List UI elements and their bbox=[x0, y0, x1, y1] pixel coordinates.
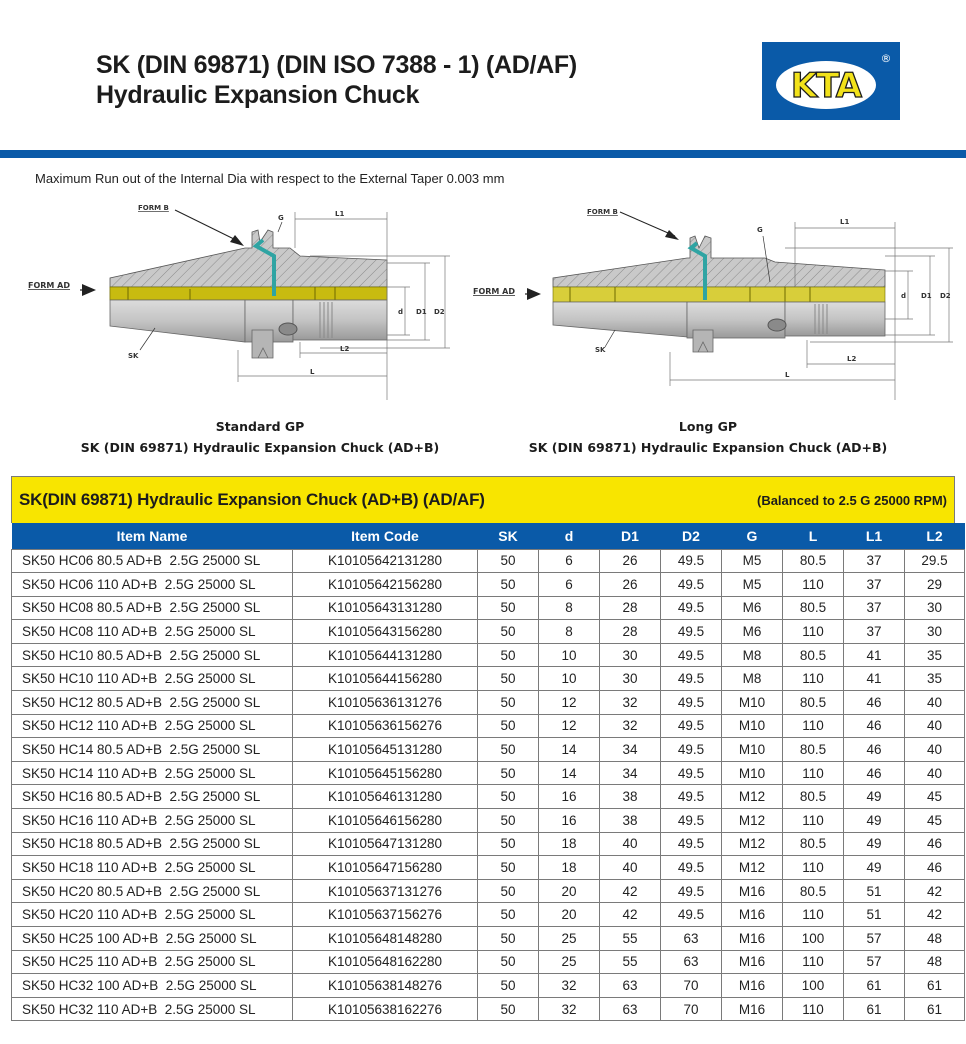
cell-l2: 35 bbox=[905, 667, 965, 691]
cell-g: M8 bbox=[722, 643, 783, 667]
column-header-d2: D2 bbox=[661, 523, 722, 549]
cell-l: 110 bbox=[783, 667, 844, 691]
cell-l2: 29 bbox=[905, 573, 965, 597]
standard-gp-drawing bbox=[20, 190, 460, 400]
cell-l: 110 bbox=[783, 620, 844, 644]
cell-g: M16 bbox=[722, 950, 783, 974]
cell-d1: 26 bbox=[600, 573, 661, 597]
logo-wordmark: KTA bbox=[790, 66, 862, 106]
cell-l1: 46 bbox=[844, 738, 905, 762]
column-header-l2: L2 bbox=[905, 523, 965, 549]
cell-d2: 49.5 bbox=[661, 549, 722, 573]
standard-gp-caption bbox=[60, 416, 460, 458]
cell-item-code: K10105643156280 bbox=[293, 620, 478, 644]
cell-d: 14 bbox=[539, 761, 600, 785]
table-row bbox=[12, 573, 965, 597]
cell-l1: 46 bbox=[844, 691, 905, 715]
cell-l2: 29.5 bbox=[905, 549, 965, 573]
cell-g: M12 bbox=[722, 832, 783, 856]
cell-sk: 50 bbox=[478, 974, 539, 998]
cell-l1: 37 bbox=[844, 596, 905, 620]
registered-mark-icon: ® bbox=[880, 52, 892, 65]
cell-sk: 50 bbox=[478, 950, 539, 974]
cell-l1: 46 bbox=[844, 761, 905, 785]
cell-sk: 50 bbox=[478, 927, 539, 951]
cell-l: 80.5 bbox=[783, 879, 844, 903]
cell-l: 100 bbox=[783, 927, 844, 951]
cell-l1: 57 bbox=[844, 950, 905, 974]
table-row bbox=[12, 832, 965, 856]
cell-l: 110 bbox=[783, 714, 844, 738]
cell-l2: 48 bbox=[905, 950, 965, 974]
cell-d: 10 bbox=[539, 667, 600, 691]
cell-item-name: SK50 HC10 110 AD+B 2.5G 25000 SL bbox=[12, 667, 293, 691]
table-body bbox=[12, 549, 965, 1021]
cell-d: 20 bbox=[539, 903, 600, 927]
cell-l1: 51 bbox=[844, 879, 905, 903]
cell-item-code: K10105648162280 bbox=[293, 950, 478, 974]
cell-l: 110 bbox=[783, 809, 844, 833]
cell-l1: 57 bbox=[844, 927, 905, 951]
cell-d1: 40 bbox=[600, 832, 661, 856]
label-sk: SK bbox=[128, 352, 139, 360]
header-divider bbox=[0, 150, 966, 158]
page-title bbox=[96, 50, 577, 110]
cell-sk: 50 bbox=[478, 856, 539, 880]
cell-item-name: SK50 HC08 110 AD+B 2.5G 25000 SL bbox=[12, 620, 293, 644]
cell-g: M12 bbox=[722, 785, 783, 809]
cell-d: 10 bbox=[539, 643, 600, 667]
cell-l2: 40 bbox=[905, 761, 965, 785]
table-title-bar bbox=[11, 476, 955, 523]
cell-d2: 49.5 bbox=[661, 596, 722, 620]
cell-item-code: K10105646131280 bbox=[293, 785, 478, 809]
cell-d1: 30 bbox=[600, 667, 661, 691]
table-title: SK(DIN 69871) Hydraulic Expansion Chuck (AD+B) (AD/AF) bbox=[19, 490, 485, 509]
table-row bbox=[12, 785, 965, 809]
cell-d: 16 bbox=[539, 785, 600, 809]
table-row bbox=[12, 809, 965, 833]
cell-l1: 49 bbox=[844, 832, 905, 856]
cell-d2: 49.5 bbox=[661, 714, 722, 738]
table-row bbox=[12, 667, 965, 691]
cell-item-name: SK50 HC14 80.5 AD+B 2.5G 25000 SL bbox=[12, 738, 293, 762]
cell-l1: 61 bbox=[844, 997, 905, 1021]
cell-d2: 49.5 bbox=[661, 903, 722, 927]
title-line-2: Hydraulic Expansion Chuck bbox=[96, 81, 420, 109]
cell-l: 80.5 bbox=[783, 596, 844, 620]
cell-item-code: K10105644156280 bbox=[293, 667, 478, 691]
cell-d2: 63 bbox=[661, 950, 722, 974]
cell-item-name: SK50 HC25 100 AD+B 2.5G 25000 SL bbox=[12, 927, 293, 951]
cell-item-code: K10105644131280 bbox=[293, 643, 478, 667]
cell-d1: 55 bbox=[600, 950, 661, 974]
cell-sk: 50 bbox=[478, 997, 539, 1021]
cell-d1: 34 bbox=[600, 761, 661, 785]
table-header-row bbox=[12, 523, 965, 549]
long-gp-caption bbox=[508, 416, 908, 458]
cell-g: M5 bbox=[722, 549, 783, 573]
label-l2: L2 bbox=[340, 345, 350, 353]
cell-l: 100 bbox=[783, 974, 844, 998]
label-l2: L2 bbox=[847, 355, 857, 363]
cell-l1: 61 bbox=[844, 974, 905, 998]
cell-l1: 41 bbox=[844, 643, 905, 667]
cell-l2: 40 bbox=[905, 714, 965, 738]
label-d: d bbox=[398, 308, 404, 316]
cell-l1: 37 bbox=[844, 573, 905, 597]
cell-d2: 49.5 bbox=[661, 785, 722, 809]
cell-d2: 49.5 bbox=[661, 620, 722, 644]
cell-g: M16 bbox=[722, 927, 783, 951]
table-row bbox=[12, 879, 965, 903]
cell-l1: 37 bbox=[844, 620, 905, 644]
cell-sk: 50 bbox=[478, 738, 539, 762]
cell-sk: 50 bbox=[478, 903, 539, 927]
spec-table bbox=[11, 523, 965, 1021]
label-d: d bbox=[901, 292, 907, 300]
cell-g: M8 bbox=[722, 667, 783, 691]
cell-item-name: SK50 HC12 80.5 AD+B 2.5G 25000 SL bbox=[12, 691, 293, 715]
cell-item-name: SK50 HC12 110 AD+B 2.5G 25000 SL bbox=[12, 714, 293, 738]
cell-sk: 50 bbox=[478, 809, 539, 833]
cell-item-name: SK50 HC32 110 AD+B 2.5G 25000 SL bbox=[12, 997, 293, 1021]
cell-item-code: K10105647156280 bbox=[293, 856, 478, 880]
table-row bbox=[12, 620, 965, 644]
cell-sk: 50 bbox=[478, 643, 539, 667]
cell-sk: 50 bbox=[478, 714, 539, 738]
cell-item-name: SK50 HC32 100 AD+B 2.5G 25000 SL bbox=[12, 974, 293, 998]
cell-g: M16 bbox=[722, 903, 783, 927]
table-row bbox=[12, 974, 965, 998]
cell-g: M10 bbox=[722, 691, 783, 715]
cell-d1: 30 bbox=[600, 643, 661, 667]
cell-d2: 49.5 bbox=[661, 809, 722, 833]
label-sk: SK bbox=[595, 346, 606, 354]
cell-d2: 49.5 bbox=[661, 761, 722, 785]
balance-note: (Balanced to 2.5 G 25000 RPM) bbox=[756, 493, 947, 508]
cell-l2: 40 bbox=[905, 691, 965, 715]
long-gp-drawing bbox=[465, 190, 955, 400]
cell-g: M10 bbox=[722, 738, 783, 762]
cell-item-name: SK50 HC08 80.5 AD+B 2.5G 25000 SL bbox=[12, 596, 293, 620]
table-row bbox=[12, 761, 965, 785]
label-form-b: FORM B bbox=[587, 208, 618, 216]
standard-gp-caption-subtitle: SK (DIN 69871) Hydraulic Expansion Chuck (AD+B) bbox=[80, 440, 440, 455]
spec-table-section bbox=[11, 476, 955, 1021]
cell-l2: 61 bbox=[905, 974, 965, 998]
cell-l: 80.5 bbox=[783, 691, 844, 715]
cell-l: 110 bbox=[783, 761, 844, 785]
cell-l2: 46 bbox=[905, 832, 965, 856]
cell-d2: 49.5 bbox=[661, 691, 722, 715]
cell-d1: 28 bbox=[600, 620, 661, 644]
cell-d: 6 bbox=[539, 549, 600, 573]
cell-d1: 63 bbox=[600, 974, 661, 998]
column-header-d1: D1 bbox=[600, 523, 661, 549]
cell-d: 18 bbox=[539, 856, 600, 880]
label-form-ad: FORM AD bbox=[28, 281, 71, 290]
cell-item-name: SK50 HC16 110 AD+B 2.5G 25000 SL bbox=[12, 809, 293, 833]
cell-l2: 42 bbox=[905, 903, 965, 927]
cell-sk: 50 bbox=[478, 573, 539, 597]
cell-d: 32 bbox=[539, 997, 600, 1021]
cell-d1: 34 bbox=[600, 738, 661, 762]
cell-l2: 46 bbox=[905, 856, 965, 880]
standard-gp-caption-title: Standard GP bbox=[215, 419, 305, 434]
cell-d1: 55 bbox=[600, 927, 661, 951]
table-row bbox=[12, 950, 965, 974]
cell-item-name: SK50 HC18 110 AD+B 2.5G 25000 SL bbox=[12, 856, 293, 880]
cell-l: 110 bbox=[783, 856, 844, 880]
table-row bbox=[12, 714, 965, 738]
table-row bbox=[12, 549, 965, 573]
cell-d: 25 bbox=[539, 950, 600, 974]
cell-d: 12 bbox=[539, 714, 600, 738]
column-header-d: d bbox=[539, 523, 600, 549]
cell-l2: 42 bbox=[905, 879, 965, 903]
cell-item-name: SK50 HC14 110 AD+B 2.5G 25000 SL bbox=[12, 761, 293, 785]
cell-item-name: SK50 HC20 110 AD+B 2.5G 25000 SL bbox=[12, 903, 293, 927]
cell-sk: 50 bbox=[478, 879, 539, 903]
cell-l1: 51 bbox=[844, 903, 905, 927]
cell-item-code: K10105646156280 bbox=[293, 809, 478, 833]
cell-d: 20 bbox=[539, 879, 600, 903]
cell-l2: 30 bbox=[905, 596, 965, 620]
column-header-item-code: Item Code bbox=[293, 523, 478, 549]
cell-item-code: K10105642131280 bbox=[293, 549, 478, 573]
cell-l: 110 bbox=[783, 950, 844, 974]
cell-d2: 63 bbox=[661, 927, 722, 951]
cell-l: 110 bbox=[783, 997, 844, 1021]
cell-item-name: SK50 HC25 110 AD+B 2.5G 25000 SL bbox=[12, 950, 293, 974]
cell-l: 80.5 bbox=[783, 549, 844, 573]
cell-l1: 49 bbox=[844, 785, 905, 809]
cell-l2: 40 bbox=[905, 738, 965, 762]
table-row bbox=[12, 856, 965, 880]
cell-g: M6 bbox=[722, 620, 783, 644]
cell-sk: 50 bbox=[478, 620, 539, 644]
table-row bbox=[12, 927, 965, 951]
cell-l2: 61 bbox=[905, 997, 965, 1021]
table-row bbox=[12, 596, 965, 620]
cell-item-name: SK50 HC10 80.5 AD+B 2.5G 25000 SL bbox=[12, 643, 293, 667]
cell-d: 14 bbox=[539, 738, 600, 762]
kta-logo bbox=[762, 42, 900, 120]
cell-sk: 50 bbox=[478, 691, 539, 715]
cell-l: 110 bbox=[783, 573, 844, 597]
cell-item-code: K10105638148276 bbox=[293, 974, 478, 998]
long-gp-caption-subtitle: SK (DIN 69871) Hydraulic Expansion Chuck (AD+B) bbox=[528, 440, 888, 455]
cell-d: 8 bbox=[539, 596, 600, 620]
cell-item-name: SK50 HC06 80.5 AD+B 2.5G 25000 SL bbox=[12, 549, 293, 573]
cell-d: 6 bbox=[539, 573, 600, 597]
cell-d2: 49.5 bbox=[661, 856, 722, 880]
cell-item-name: SK50 HC20 80.5 AD+B 2.5G 25000 SL bbox=[12, 879, 293, 903]
label-form-b: FORM B bbox=[138, 204, 169, 212]
cell-g: M10 bbox=[722, 761, 783, 785]
cell-d2: 70 bbox=[661, 974, 722, 998]
label-l: L bbox=[785, 371, 790, 379]
cell-l: 110 bbox=[783, 903, 844, 927]
cell-l1: 49 bbox=[844, 856, 905, 880]
cell-d1: 38 bbox=[600, 809, 661, 833]
cell-item-name: SK50 HC06 110 AD+B 2.5G 25000 SL bbox=[12, 573, 293, 597]
cell-l2: 48 bbox=[905, 927, 965, 951]
cell-item-code: K10105645156280 bbox=[293, 761, 478, 785]
cell-d1: 42 bbox=[600, 879, 661, 903]
cell-l1: 49 bbox=[844, 809, 905, 833]
cell-g: M12 bbox=[722, 809, 783, 833]
cell-d: 8 bbox=[539, 620, 600, 644]
cell-d: 18 bbox=[539, 832, 600, 856]
label-d1: D1 bbox=[921, 292, 932, 300]
cell-sk: 50 bbox=[478, 596, 539, 620]
cell-l: 80.5 bbox=[783, 738, 844, 762]
cell-item-code: K10105648148280 bbox=[293, 927, 478, 951]
cell-d1: 38 bbox=[600, 785, 661, 809]
cell-d2: 49.5 bbox=[661, 832, 722, 856]
cell-d2: 49.5 bbox=[661, 879, 722, 903]
cell-l2: 30 bbox=[905, 620, 965, 644]
cell-sk: 50 bbox=[478, 761, 539, 785]
cell-d1: 40 bbox=[600, 856, 661, 880]
cell-item-code: K10105643131280 bbox=[293, 596, 478, 620]
column-header-l: L bbox=[783, 523, 844, 549]
label-g: G bbox=[278, 214, 284, 222]
column-header-sk: SK bbox=[478, 523, 539, 549]
table-row bbox=[12, 643, 965, 667]
cell-l2: 45 bbox=[905, 785, 965, 809]
cell-item-code: K10105645131280 bbox=[293, 738, 478, 762]
cell-l2: 35 bbox=[905, 643, 965, 667]
cell-sk: 50 bbox=[478, 549, 539, 573]
cell-d: 25 bbox=[539, 927, 600, 951]
table-row bbox=[12, 997, 965, 1021]
cell-item-name: SK50 HC16 80.5 AD+B 2.5G 25000 SL bbox=[12, 785, 293, 809]
cell-item-code: K10105637131276 bbox=[293, 879, 478, 903]
cell-sk: 50 bbox=[478, 832, 539, 856]
long-gp-caption-title: Long GP bbox=[678, 419, 738, 434]
label-form-ad: FORM AD bbox=[473, 287, 516, 296]
cell-g: M6 bbox=[722, 596, 783, 620]
cell-d2: 70 bbox=[661, 997, 722, 1021]
cell-l: 80.5 bbox=[783, 643, 844, 667]
label-d2: D2 bbox=[434, 308, 445, 316]
cell-item-code: K10105647131280 bbox=[293, 832, 478, 856]
label-d2: D2 bbox=[940, 292, 951, 300]
cell-d1: 42 bbox=[600, 903, 661, 927]
cell-d: 12 bbox=[539, 691, 600, 715]
cell-sk: 50 bbox=[478, 785, 539, 809]
cell-d1: 32 bbox=[600, 691, 661, 715]
cell-item-code: K10105636131276 bbox=[293, 691, 478, 715]
cell-d2: 49.5 bbox=[661, 667, 722, 691]
label-l1: L1 bbox=[840, 218, 850, 226]
cell-d1: 26 bbox=[600, 549, 661, 573]
cell-l1: 46 bbox=[844, 714, 905, 738]
cell-g: M16 bbox=[722, 997, 783, 1021]
label-l: L bbox=[310, 368, 315, 376]
cell-d2: 49.5 bbox=[661, 738, 722, 762]
cell-d2: 49.5 bbox=[661, 643, 722, 667]
cell-d: 16 bbox=[539, 809, 600, 833]
cell-g: M12 bbox=[722, 856, 783, 880]
cell-d2: 49.5 bbox=[661, 573, 722, 597]
label-g: G bbox=[757, 226, 763, 234]
column-header-g: G bbox=[722, 523, 783, 549]
cell-g: M16 bbox=[722, 974, 783, 998]
cell-item-code: K10105638162276 bbox=[293, 997, 478, 1021]
cell-l1: 41 bbox=[844, 667, 905, 691]
cell-sk: 50 bbox=[478, 667, 539, 691]
cell-d1: 63 bbox=[600, 997, 661, 1021]
table-row bbox=[12, 738, 965, 762]
cell-d1: 28 bbox=[600, 596, 661, 620]
label-d1: D1 bbox=[416, 308, 427, 316]
column-header-item-name: Item Name bbox=[12, 523, 293, 549]
cell-l1: 37 bbox=[844, 549, 905, 573]
cell-item-code: K10105636156276 bbox=[293, 714, 478, 738]
cell-g: M10 bbox=[722, 714, 783, 738]
cell-d: 32 bbox=[539, 974, 600, 998]
cell-g: M16 bbox=[722, 879, 783, 903]
cell-item-code: K10105642156280 bbox=[293, 573, 478, 597]
table-row bbox=[12, 903, 965, 927]
cell-item-code: K10105637156276 bbox=[293, 903, 478, 927]
title-line-1: SK (DIN 69871) (DIN ISO 7388 - 1) (AD/AF) bbox=[96, 51, 577, 79]
cell-d1: 32 bbox=[600, 714, 661, 738]
runout-note: Maximum Run out of the Internal Dia with respect to the External Taper 0.003 mm bbox=[35, 171, 505, 186]
cell-l: 80.5 bbox=[783, 785, 844, 809]
cell-g: M5 bbox=[722, 573, 783, 597]
column-header-l1: L1 bbox=[844, 523, 905, 549]
table-row bbox=[12, 691, 965, 715]
label-l1: L1 bbox=[335, 210, 345, 218]
cell-item-name: SK50 HC18 80.5 AD+B 2.5G 25000 SL bbox=[12, 832, 293, 856]
cell-l: 80.5 bbox=[783, 832, 844, 856]
cell-l2: 45 bbox=[905, 809, 965, 833]
